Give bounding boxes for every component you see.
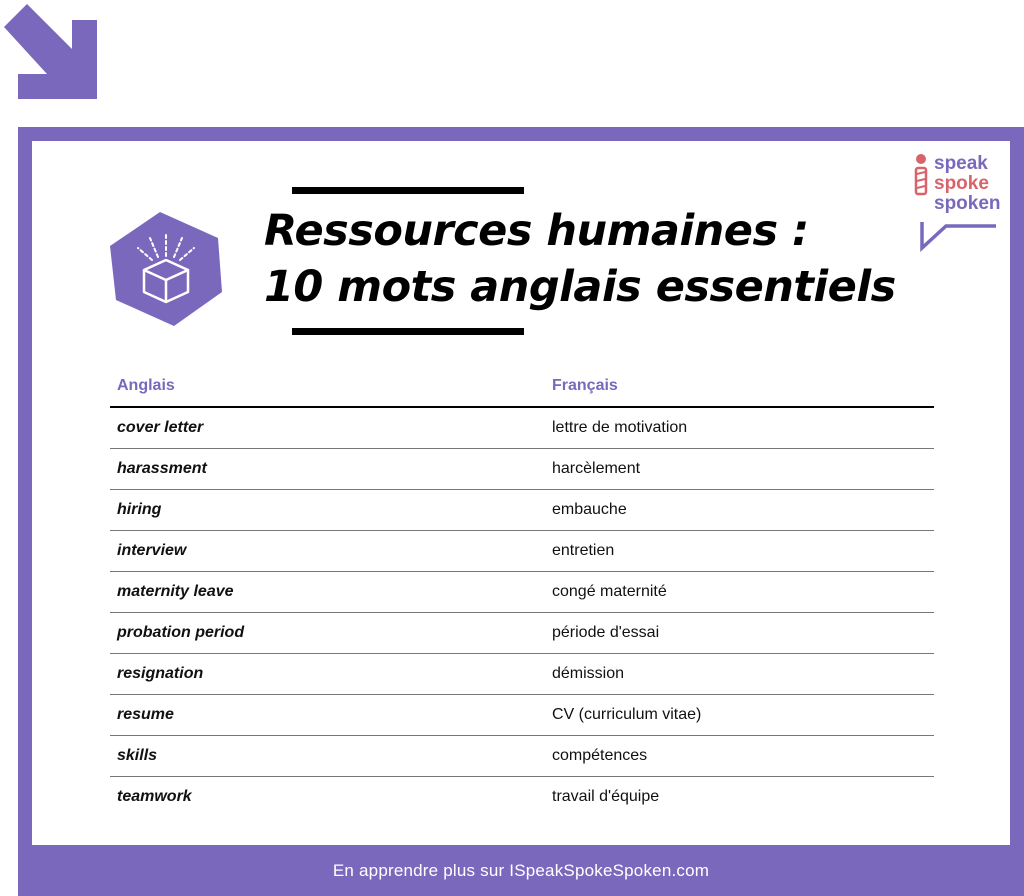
english-term: skills [110,736,545,777]
english-term: teamwork [117,788,192,805]
french-translation: CV (curriculum vitae) [545,695,934,736]
french-translation: compétences [545,736,934,777]
table-row [110,613,934,654]
english-term: probation period [110,613,545,654]
title-bar-bottom [292,328,524,335]
table-row [110,407,934,449]
table-row [110,654,934,695]
french-translation: embauche [545,490,934,531]
logo-word-spoken: spoken [934,193,1001,214]
page-title [264,203,964,315]
french-translation: lettre de motivation [545,407,934,449]
gift-box-icon [108,210,226,328]
table-row [110,736,934,777]
vocabulary-table [110,366,934,817]
table-row [110,572,934,613]
french-translation: entretien [545,531,934,572]
table-row [110,490,934,531]
french-translation: harcèlement [545,449,934,490]
english-term: maternity leave [110,572,545,613]
arrow-down-right-icon [0,0,100,102]
footer-link[interactable]: En apprendre plus sur ISpeakSpokeSpoken.com [332,860,710,880]
french-translation: travail d'équipe [552,788,660,805]
english-term: resume [110,695,545,736]
french-translation: démission [545,654,934,695]
logo-word-speak: speak [934,153,988,174]
title-bar-top [292,187,524,194]
column-header-french: Français [545,366,934,407]
english-term: cover letter [110,407,545,449]
title-line-2: 10 mots anglais essentiels [264,262,896,312]
table-row [110,777,934,818]
logo-word-spoke: spoke [934,173,989,194]
table-row [110,695,934,736]
column-header-english: Anglais [110,366,545,407]
table-row [110,449,934,490]
french-translation: congé maternité [545,572,934,613]
english-term: resignation [110,654,545,695]
english-term: interview [110,531,545,572]
english-term: hiring [110,490,545,531]
table-header-row [110,366,934,407]
french-translation: période d'essai [545,613,934,654]
title-line-1: Ressources humaines : [264,206,809,256]
table-row [110,531,934,572]
english-term: harassment [110,449,545,490]
